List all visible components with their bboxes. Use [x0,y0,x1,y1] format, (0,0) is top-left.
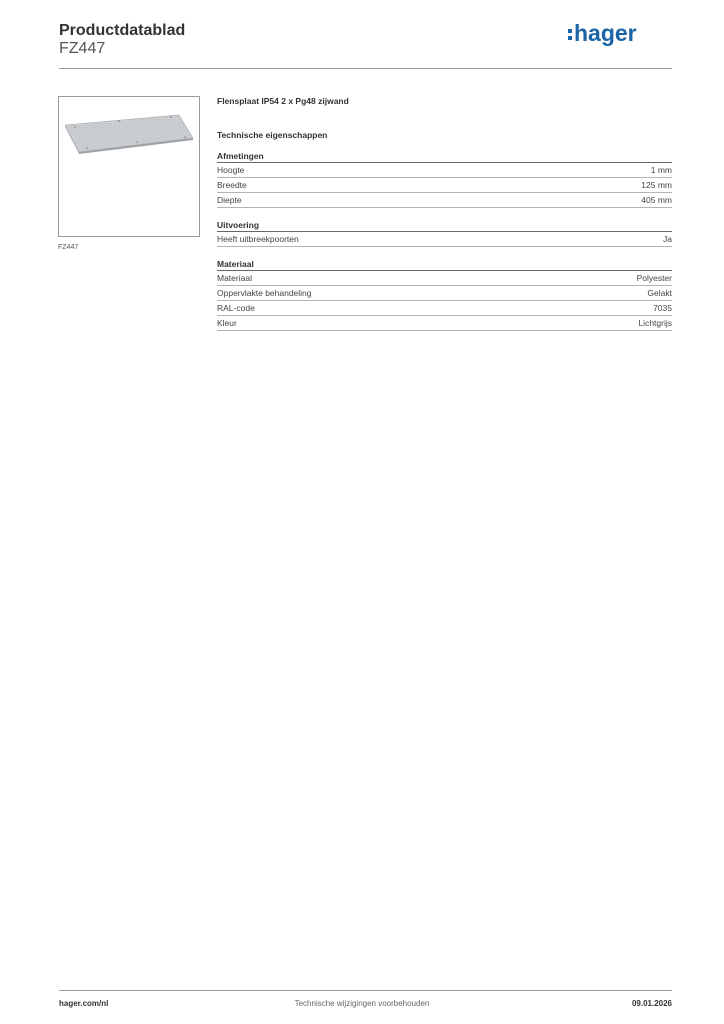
logo-wordmark: hager [574,20,637,46]
product-name: Flensplaat IP54 2 x Pg48 zijwand [217,96,349,106]
footer-website-link[interactable]: hager.com/nl [59,999,109,1008]
group-title: Uitvoering [217,219,672,232]
header-divider [59,68,672,69]
footer-date: 09.01.2026 [631,999,672,1008]
group-title: Materiaal [217,258,672,271]
spec-row [217,232,672,247]
group-materiaal [217,258,672,331]
spec-label: Kleur [217,318,237,328]
spec-label: Heeft uitbreekpoorten [217,234,299,244]
section-heading: Technische eigenschappen [217,130,328,140]
footer-divider [59,990,672,991]
spec-label: Diepte [217,195,242,205]
spec-value: 1 mm [650,165,672,175]
spec-value: Lichtgrijs [638,318,672,328]
spec-row [217,286,672,301]
document-title: Productdatablad [59,22,186,39]
group-title: Afmetingen [217,150,672,163]
spec-label: RAL-code [217,303,255,313]
flange-plate-illustration [59,97,199,236]
group-afmetingen [217,150,672,208]
spec-row [217,301,672,316]
spec-value: 405 mm [641,195,672,205]
spec-label: Hoogte [217,165,245,175]
spec-row [217,178,672,193]
hager-logo [568,20,658,48]
spec-value: Polyester [636,273,672,283]
product-code: FZ447 [59,40,106,57]
spec-row [217,316,672,331]
spec-label: Breedte [217,180,247,190]
spec-label: Materiaal [217,273,252,283]
spec-value: 125 mm [641,180,672,190]
spec-label: Oppervlakte behandeling [217,288,312,298]
spec-row [217,271,672,286]
product-image [58,96,200,237]
image-caption: FZ447 [58,244,79,251]
product-details [217,94,672,331]
spec-row [217,163,672,178]
spec-value: Gelakt [647,288,672,298]
footer-disclaimer: Technische wijzigingen voorbehouden [294,999,430,1008]
group-uitvoering [217,219,672,247]
spec-value: Ja [663,234,672,244]
spec-row [217,193,672,208]
spec-value: 7035 [653,303,672,313]
